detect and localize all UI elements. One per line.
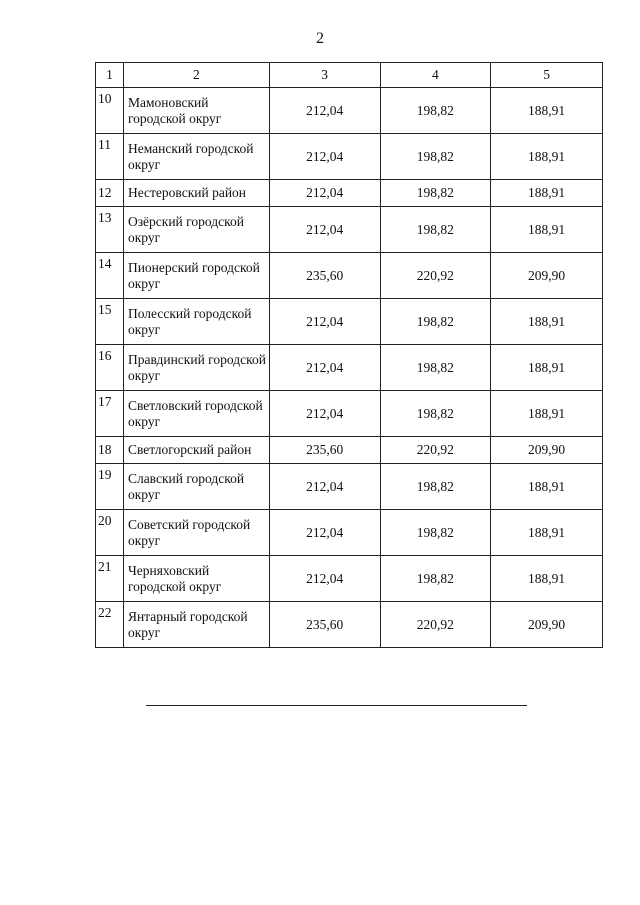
value-col-4: 198,82 xyxy=(380,180,491,207)
tariff-table xyxy=(95,62,603,648)
row-number: 20 xyxy=(96,510,124,556)
row-number: 12 xyxy=(96,180,124,207)
municipality-name: Неманский городской округ xyxy=(123,134,269,180)
page-number: 2 xyxy=(316,30,324,47)
value-col-3: 212,04 xyxy=(269,207,380,253)
municipality-name: Славский городской округ xyxy=(123,464,269,510)
value-col-3: 212,04 xyxy=(269,88,380,134)
value-col-5: 188,91 xyxy=(491,207,603,253)
header-col-3: 3 xyxy=(269,63,380,88)
header-col-4: 4 xyxy=(380,63,491,88)
value-col-5: 188,91 xyxy=(491,345,603,391)
row-number: 15 xyxy=(96,299,124,345)
value-col-3: 212,04 xyxy=(269,464,380,510)
value-col-5: 188,91 xyxy=(491,88,603,134)
value-col-5: 188,91 xyxy=(491,134,603,180)
value-col-5: 209,90 xyxy=(491,253,603,299)
table-row xyxy=(96,464,603,510)
municipality-name: Советский городской округ xyxy=(123,510,269,556)
table-row xyxy=(96,602,603,648)
value-col-3: 235,60 xyxy=(269,437,380,464)
header-col-1: 1 xyxy=(96,63,124,88)
row-number: 22 xyxy=(96,602,124,648)
value-col-4: 198,82 xyxy=(380,345,491,391)
value-col-4: 198,82 xyxy=(380,299,491,345)
value-col-4: 198,82 xyxy=(380,464,491,510)
value-col-5: 188,91 xyxy=(491,556,603,602)
row-number: 11 xyxy=(96,134,124,180)
table-row xyxy=(96,391,603,437)
municipality-name: Пионерский городской округ xyxy=(123,253,269,299)
closing-divider xyxy=(146,705,527,706)
municipality-name: Светловский городской округ xyxy=(123,391,269,437)
table-row xyxy=(96,207,603,253)
table-row xyxy=(96,510,603,556)
value-col-5: 188,91 xyxy=(491,391,603,437)
municipality-name: Полесский городской округ xyxy=(123,299,269,345)
table-row xyxy=(96,556,603,602)
municipality-name: Светлогорский район xyxy=(123,437,269,464)
value-col-4: 198,82 xyxy=(380,134,491,180)
value-col-4: 220,92 xyxy=(380,437,491,464)
value-col-4: 198,82 xyxy=(380,207,491,253)
municipality-name: Мамоновский городской округ xyxy=(123,88,269,134)
row-number: 17 xyxy=(96,391,124,437)
value-col-3: 212,04 xyxy=(269,134,380,180)
value-col-4: 198,82 xyxy=(380,556,491,602)
table-header-row xyxy=(96,63,603,88)
value-col-3: 212,04 xyxy=(269,391,380,437)
municipality-name: Нестеровский район xyxy=(123,180,269,207)
value-col-3: 212,04 xyxy=(269,345,380,391)
row-number: 18 xyxy=(96,437,124,464)
value-col-4: 198,82 xyxy=(380,88,491,134)
table-row xyxy=(96,253,603,299)
table-row xyxy=(96,180,603,207)
value-col-3: 212,04 xyxy=(269,556,380,602)
value-col-3: 235,60 xyxy=(269,602,380,648)
table-row xyxy=(96,437,603,464)
row-number: 10 xyxy=(96,88,124,134)
value-col-5: 188,91 xyxy=(491,464,603,510)
table-row xyxy=(96,299,603,345)
table-row xyxy=(96,88,603,134)
municipality-name: Правдинский городской округ xyxy=(123,345,269,391)
municipality-name: Янтарный городской округ xyxy=(123,602,269,648)
value-col-3: 212,04 xyxy=(269,510,380,556)
value-col-3: 212,04 xyxy=(269,180,380,207)
header-col-2: 2 xyxy=(123,63,269,88)
row-number: 13 xyxy=(96,207,124,253)
value-col-3: 212,04 xyxy=(269,299,380,345)
table-row xyxy=(96,345,603,391)
row-number: 19 xyxy=(96,464,124,510)
value-col-5: 188,91 xyxy=(491,510,603,556)
municipality-name: Озёрский городской округ xyxy=(123,207,269,253)
value-col-4: 220,92 xyxy=(380,602,491,648)
row-number: 21 xyxy=(96,556,124,602)
row-number: 16 xyxy=(96,345,124,391)
value-col-5: 209,90 xyxy=(491,437,603,464)
row-number: 14 xyxy=(96,253,124,299)
value-col-4: 220,92 xyxy=(380,253,491,299)
value-col-4: 198,82 xyxy=(380,510,491,556)
value-col-5: 209,90 xyxy=(491,602,603,648)
value-col-3: 235,60 xyxy=(269,253,380,299)
value-col-5: 188,91 xyxy=(491,180,603,207)
table-row xyxy=(96,134,603,180)
header-col-5: 5 xyxy=(491,63,603,88)
value-col-5: 188,91 xyxy=(491,299,603,345)
municipality-name: Черняховский городской округ xyxy=(123,556,269,602)
value-col-4: 198,82 xyxy=(380,391,491,437)
